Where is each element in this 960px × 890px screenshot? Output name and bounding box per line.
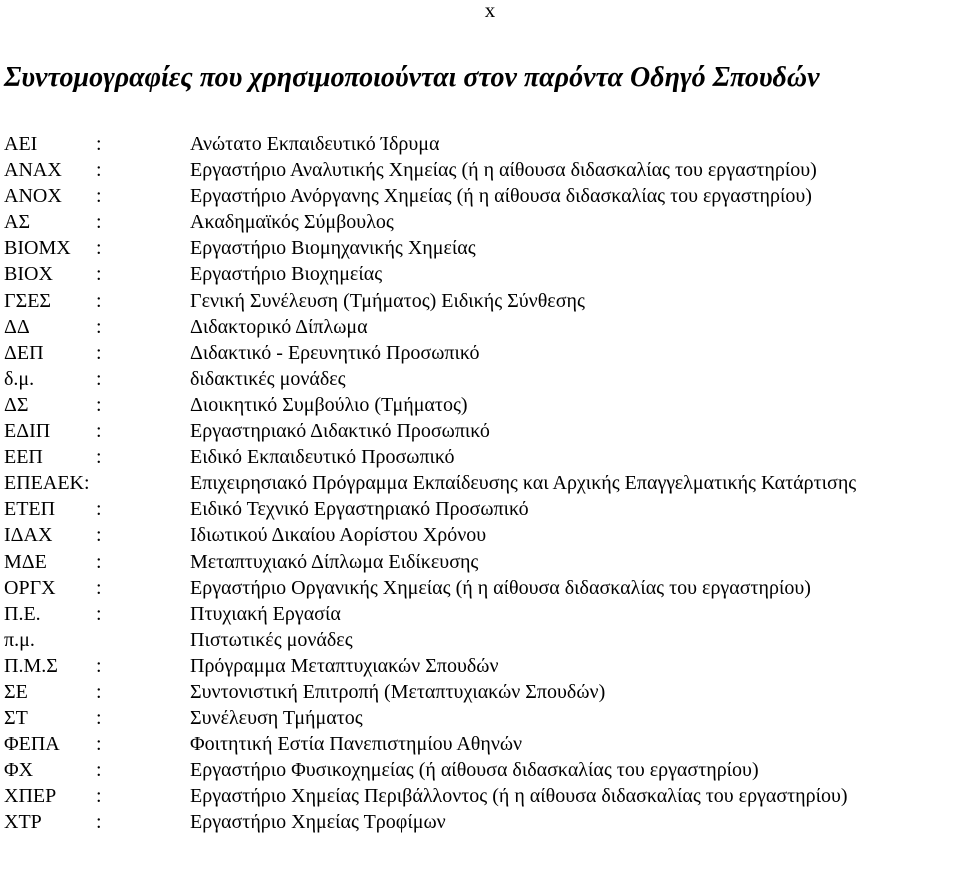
abbreviation-separator: : <box>96 707 102 730</box>
abbreviation-separator: : <box>96 733 102 756</box>
abbreviation-code: ΓΣΕΣ <box>4 289 52 312</box>
abbreviation-description: Εργαστήριο Χημείας Περιβάλλοντος (ή η αίθουσα διδασκαλίας του εργαστηρίου) <box>190 785 848 808</box>
abbreviation-code: ΑΝΑΧ <box>4 159 62 182</box>
abbreviation-description: Εργαστήριο Χημείας Τροφίμων <box>190 811 446 834</box>
abbreviation-code: ΔΣ <box>4 393 29 416</box>
abbreviation-code: ΜΔΕ <box>4 550 47 573</box>
abbreviation-description: Επιχειρησιακό Πρόγραμμα Εκπαίδευσης και Αρχικής Επαγγελματικής Κατάρτισης <box>190 472 857 495</box>
abbreviation-description: Πτυχιακή Εργασία <box>190 602 341 625</box>
abbreviation-separator: : <box>96 576 102 599</box>
abbreviation-row <box>4 209 960 235</box>
abbreviation-separator: : <box>96 420 102 443</box>
abbreviation-code: ΧΠΕΡ <box>4 785 57 808</box>
abbreviation-row <box>4 522 960 548</box>
abbreviation-description: Πιστωτικές μονάδες <box>190 628 353 651</box>
abbreviation-row <box>4 366 960 392</box>
abbreviation-row <box>4 340 960 366</box>
abbreviation-row <box>4 131 960 157</box>
abbreviation-row <box>4 783 960 809</box>
abbreviation-row <box>4 418 960 444</box>
abbreviation-separator: : <box>96 680 102 703</box>
abbreviation-code: Π.Ε. <box>4 602 41 625</box>
abbreviation-separator: : <box>96 602 102 625</box>
abbreviation-separator: : <box>96 811 102 834</box>
abbreviation-separator: : <box>96 446 102 469</box>
abbreviation-code: Π.Μ.Σ <box>4 654 58 677</box>
abbreviation-separator: : <box>96 550 102 573</box>
abbreviation-row <box>4 549 960 575</box>
abbreviation-description: Εργαστήριο Αναλυτικής Χημείας (ή η αίθουσα διδασκαλίας του εργαστηρίου) <box>190 159 817 182</box>
abbreviation-list <box>4 131 960 836</box>
abbreviation-separator: : <box>96 498 102 521</box>
abbreviation-description: Ειδικό Εκπαιδευτικό Προσωπικό <box>190 446 455 469</box>
abbreviation-separator: : <box>96 133 102 155</box>
abbreviation-description: Συντονιστική Επιτροπή (Μεταπτυχιακών Σπουδών) <box>190 680 606 703</box>
abbreviation-row <box>4 288 960 314</box>
abbreviation-row <box>4 183 960 209</box>
abbreviation-description: Εργαστήριο Οργανικής Χημείας (ή η αίθουσα διδασκαλίας του εργαστηρίου) <box>190 576 811 599</box>
abbreviation-row <box>4 809 960 835</box>
abbreviation-row <box>4 496 960 522</box>
abbreviation-description: Πρόγραμμα Μεταπτυχιακών Σπουδών <box>190 654 499 677</box>
abbreviation-description: Διδακτορικό Δίπλωμα <box>190 315 368 338</box>
abbreviation-description: Διοικητικό Συμβούλιο (Τμήματος) <box>190 393 468 416</box>
abbreviation-code: ΧΤΡ <box>4 811 42 834</box>
abbreviation-description: Ανώτατο Εκπαιδευτικό Ίδρυμα <box>190 133 440 155</box>
abbreviation-separator: : <box>96 341 102 364</box>
abbreviation-separator: : <box>96 759 102 782</box>
abbreviation-description: Μεταπτυχιακό Δίπλωμα Ειδίκευσης <box>190 550 479 573</box>
abbreviation-code: ΑΣ <box>4 211 31 234</box>
abbreviation-row <box>4 261 960 287</box>
abbreviation-row <box>4 157 960 183</box>
abbreviation-separator: : <box>96 654 102 677</box>
abbreviation-separator: : <box>96 159 102 182</box>
abbreviation-separator: : <box>96 185 102 208</box>
abbreviation-description: Ειδικό Τεχνικό Εργαστηριακό Προσωπικό <box>190 498 529 521</box>
abbreviation-row <box>4 235 960 261</box>
abbreviation-row <box>4 653 960 679</box>
abbreviation-row <box>4 679 960 705</box>
abbreviation-separator: : <box>96 315 102 338</box>
abbreviation-code: ΔΕΠ <box>4 341 44 364</box>
abbreviation-separator: : <box>96 785 102 808</box>
abbreviation-row <box>4 444 960 470</box>
abbreviation-code: ΒΙΟΜΧ <box>4 237 71 260</box>
abbreviation-description: Ιδιωτικού Δικαίου Αορίστου Χρόνου <box>190 524 487 547</box>
abbreviation-description: Συνέλευση Τμήματος <box>190 707 363 730</box>
abbreviation-code: ΟΡΓΧ <box>4 576 56 599</box>
abbreviation-description: Εργαστήριο Βιοχημείας <box>190 263 383 286</box>
abbreviation-code: ΙΔΑΧ <box>4 524 53 547</box>
abbreviation-row <box>4 601 960 627</box>
abbreviation-row <box>4 757 960 783</box>
abbreviation-code: ΦΧ <box>4 759 34 782</box>
page-number: x <box>484 0 496 22</box>
abbreviation-separator: : <box>96 237 102 260</box>
page-title: Συντομογραφίες που χρησιμοποιούνται στον παρόντα Οδηγό Σπουδών <box>4 62 820 93</box>
abbreviation-description: διδακτικές μονάδες <box>190 367 346 390</box>
abbreviation-code: π.μ. <box>4 628 35 651</box>
abbreviation-separator: : <box>96 367 102 390</box>
abbreviation-description: Εργαστήριο Ανόργανης Χημείας (ή η αίθουσα διδασκαλίας του εργαστηρίου) <box>190 185 812 208</box>
abbreviation-row <box>4 705 960 731</box>
abbreviation-code: ΕΠΕΑΕΚ: <box>4 472 90 495</box>
abbreviation-code: δ.μ. <box>4 367 35 390</box>
abbreviation-description: Γενική Συνέλευση (Τμήματος) Ειδικής Σύνθεσης <box>190 289 585 312</box>
abbreviation-description: Φοιτητική Εστία Πανεπιστημίου Αθηνών <box>190 733 523 756</box>
abbreviation-separator: : <box>96 524 102 547</box>
abbreviation-code: ΕΤΕΠ <box>4 498 56 521</box>
abbreviation-separator: : <box>96 289 102 312</box>
abbreviation-code: ΑΝΟΧ <box>4 185 62 208</box>
abbreviation-code: ΣΕ <box>4 680 28 703</box>
abbreviation-separator <box>96 470 190 496</box>
abbreviation-separator: : <box>96 393 102 416</box>
abbreviation-description: Εργαστήριο Βιομηχανικής Χημείας <box>190 237 476 260</box>
abbreviation-code: ΦΕΠΑ <box>4 733 60 756</box>
abbreviation-code: ΔΔ <box>4 315 30 338</box>
abbreviation-separator: : <box>96 211 102 234</box>
abbreviation-separator <box>96 627 190 653</box>
abbreviation-description: Ακαδημαϊκός Σύμβουλος <box>190 211 394 234</box>
abbreviation-description: Εργαστηριακό Διδακτικό Προσωπικό <box>190 420 490 443</box>
abbreviation-row <box>4 314 960 340</box>
abbreviation-row <box>4 575 960 601</box>
abbreviation-code: ΑΕΙ <box>4 133 38 155</box>
abbreviation-code: ΕΔΙΠ <box>4 420 51 443</box>
abbreviation-row <box>4 470 960 496</box>
abbreviation-row <box>4 731 960 757</box>
abbreviation-row <box>4 627 960 653</box>
abbreviation-separator: : <box>96 263 102 286</box>
abbreviation-code: ΒΙΟΧ <box>4 263 53 286</box>
abbreviation-code: ΕΕΠ <box>4 446 43 469</box>
abbreviation-description: Διδακτικό - Ερευνητικό Προσωπικό <box>190 341 480 364</box>
abbreviation-description: Εργαστήριο Φυσικοχημείας (ή αίθουσα διδασκαλίας του εργαστηρίου) <box>190 759 759 782</box>
abbreviation-row <box>4 392 960 418</box>
abbreviation-code: ΣΤ <box>4 707 28 730</box>
